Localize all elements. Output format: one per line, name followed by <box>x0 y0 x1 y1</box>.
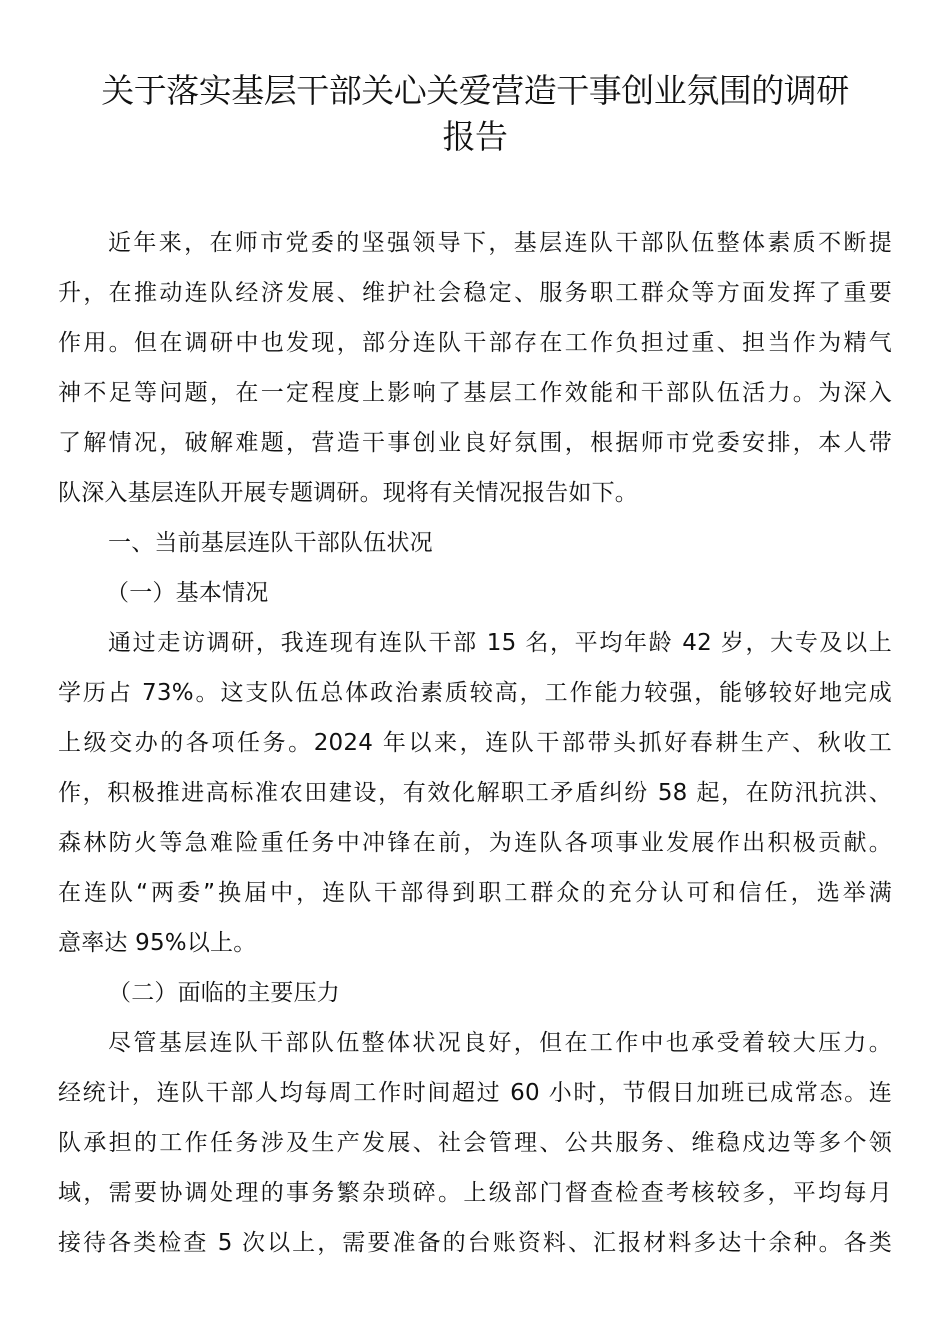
paragraph-line: 队承担的工作任务涉及生产发展、社会管理、公共服务、维稳戍边等多个领 <box>58 1130 892 1156</box>
paragraph-line: 神不足等问题，在一定程度上影响了基层工作效能和干部队伍活力。为深入 <box>58 380 892 406</box>
basic-situation-paragraph <box>58 618 892 968</box>
paragraph-line: 在连队“两委”换届中，连队干部得到职工群众的充分认可和信任，选举满 <box>58 880 892 906</box>
title-line-1: 关于落实基层干部关心关爱营造干事创业氛围的调研 <box>101 71 849 110</box>
paragraph-line: 上级交办的各项任务。2024 年以来，连队干部带头抓好春耕生产、秋收工 <box>58 730 892 756</box>
title-line-2: 报告 <box>442 117 508 156</box>
document-body <box>58 218 892 1268</box>
paragraph-line: 域，需要协调处理的事务繁杂琐碎。上级部门督查检查考核较多，平均每月 <box>58 1180 892 1206</box>
paragraph-line: 通过走访调研，我连现有连队干部 15 名，平均年龄 42 岁，大专及以上 <box>108 630 892 656</box>
paragraph-line: 意率达 95%以上。 <box>58 930 257 956</box>
intro-paragraph <box>58 218 892 518</box>
subsection-heading-pressure: （二）面临的主要压力 <box>108 980 340 1006</box>
paragraph-line: 作用。但在调研中也发现，部分连队干部存在工作负担过重、担当作为精气 <box>58 330 892 356</box>
paragraph-line: 作，积极推进高标准农田建设，有效化解职工矛盾纠纷 58 起，在防汛抗洪、 <box>58 780 892 806</box>
section-heading-1: 一、当前基层连队干部队伍状况 <box>108 530 433 556</box>
paragraph-line: 经统计，连队干部人均每周工作时间超过 60 小时，节假日加班已成常态。连 <box>58 1080 892 1106</box>
paragraph-line: 近年来，在师市党委的坚强领导下，基层连队干部队伍整体素质不断提 <box>108 230 892 256</box>
paragraph-line: 森林防火等急难险重任务中冲锋在前，为连队各项事业发展作出积极贡献。 <box>58 830 892 856</box>
paragraph-line: 学历占 73%。这支队伍总体政治素质较高，工作能力较强，能够较好地完成 <box>58 680 892 706</box>
paragraph-line: 了解情况，破解难题，营造干事创业良好氛围，根据师市党委安排，本人带 <box>58 430 892 456</box>
paragraph-line: 升，在推动连队经济发展、维护社会稳定、服务职工群众等方面发挥了重要 <box>58 280 892 306</box>
pressure-paragraph <box>58 1018 892 1268</box>
paragraph-line: 接待各类检查 5 次以上，需要准备的台账资料、汇报材料多达十余种。各类 <box>58 1230 892 1256</box>
subsection-heading-basic: （一）基本情况 <box>106 580 269 606</box>
paragraph-line: 尽管基层连队干部队伍整体状况良好，但在工作中也承受着较大压力。 <box>108 1030 892 1056</box>
paragraph-line: 队深入基层连队开展专题调研。现将有关情况报告如下。 <box>58 480 638 506</box>
document-title <box>40 68 910 160</box>
